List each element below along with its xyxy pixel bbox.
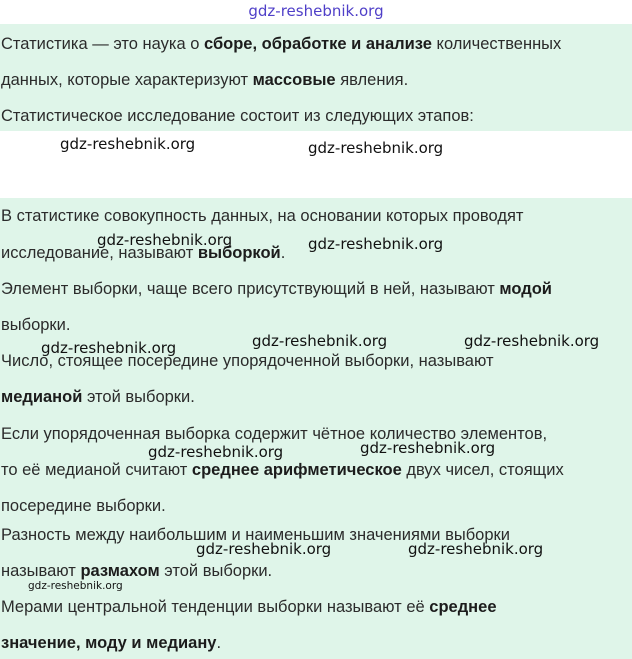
watermark: gdz-reshebnik.org — [360, 439, 496, 457]
text-line: В статистике совокупность данных, на основании которых проводят — [1, 207, 524, 225]
header-watermark: gdz-reshebnik.org — [248, 2, 384, 20]
text-line: Разность между наибольшим и наименьшим значениями выборки — [1, 526, 510, 544]
text-line: выборки. — [1, 316, 71, 334]
text-line: посередине выборки. — [1, 497, 166, 515]
watermark: gdz-reshebnik.org — [408, 540, 544, 558]
watermark: gdz-reshebnik.org — [308, 139, 444, 157]
text-line: данных, которые характеризуют массовые явления. — [1, 71, 409, 89]
watermark: gdz-reshebnik.org — [28, 580, 123, 592]
watermark: gdz-reshebnik.org — [252, 332, 388, 350]
watermark: gdz-reshebnik.org — [60, 135, 196, 153]
text-line: Мерами центральной тенденции выборки называют её среднее — [1, 598, 497, 616]
watermark: gdz-reshebnik.org — [148, 443, 284, 461]
text-line: Число, стоящее посередине упорядоченной выборки, называют — [1, 352, 494, 370]
text-line: Элемент выборки, чаще всего присутствующий в ней, называют модой — [1, 280, 552, 298]
text-line: то её медианой считают среднее арифметическое двух чисел, стоящих — [1, 461, 564, 479]
text-line: значение, моду и медиану. — [1, 634, 222, 652]
text-line: Статистическое исследование состоит из следующих этапов: — [1, 107, 474, 125]
watermark: gdz-reshebnik.org — [464, 332, 600, 350]
text-line: исследование, называют выборкой. — [1, 244, 286, 262]
text-line: Статистика — это наука о сборе, обработке и анализе количественных — [1, 35, 562, 53]
text-line: называют размахом этой выборки. — [1, 562, 273, 580]
watermark: gdz-reshebnik.org — [196, 540, 332, 558]
watermark: gdz-reshebnik.org — [308, 235, 444, 253]
watermark: gdz-reshebnik.org — [41, 339, 177, 357]
watermark: gdz-reshebnik.org — [97, 231, 233, 249]
text-line: Если упорядоченная выборка содержит чётное количество элементов, — [1, 425, 548, 443]
text-line: медианой этой выборки. — [1, 388, 195, 406]
